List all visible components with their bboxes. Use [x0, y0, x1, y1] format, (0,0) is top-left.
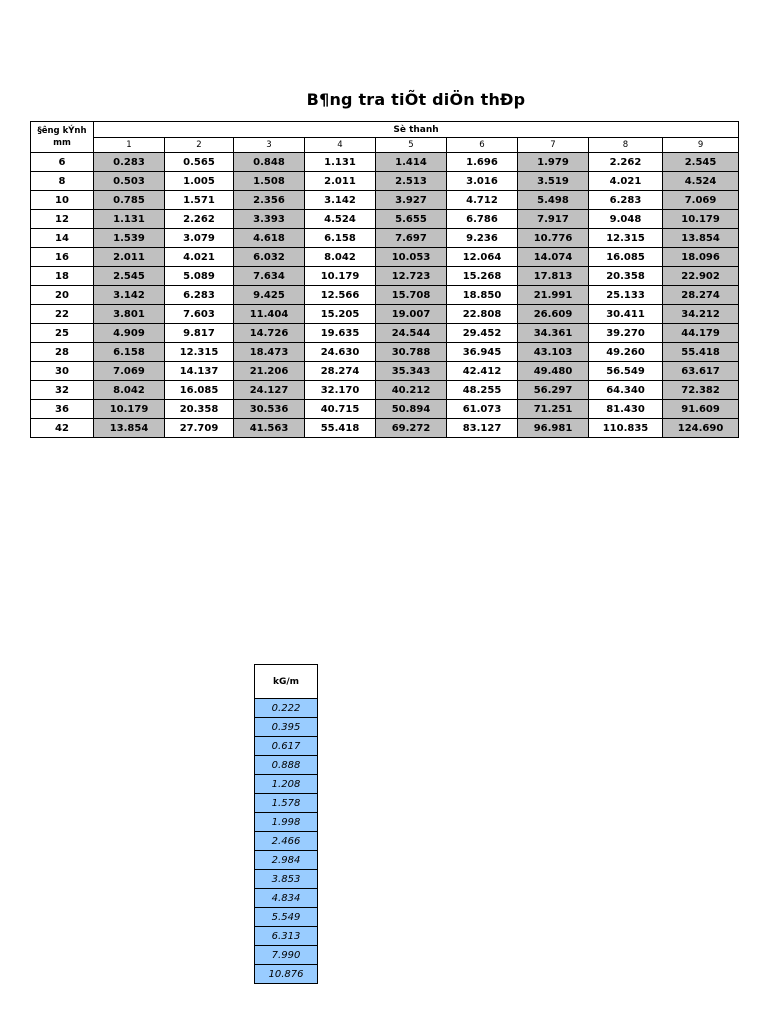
area-cell: 14.137 [165, 362, 234, 381]
area-cell: 3.519 [518, 172, 589, 191]
table-row [255, 794, 318, 813]
area-cell: 21.991 [518, 286, 589, 305]
area-cell: 8.042 [94, 381, 165, 400]
table-row [255, 756, 318, 775]
area-cell: 4.712 [447, 191, 518, 210]
area-cell: 28.274 [663, 286, 739, 305]
table-row [255, 946, 318, 965]
table-row [31, 267, 739, 286]
area-cell: 61.073 [447, 400, 518, 419]
area-cell: 30.536 [234, 400, 305, 419]
table-row [31, 172, 739, 191]
area-cell: 6.283 [589, 191, 663, 210]
area-cell: 56.549 [589, 362, 663, 381]
area-cell: 10.179 [663, 210, 739, 229]
area-cell: 6.786 [447, 210, 518, 229]
table-row [255, 737, 318, 756]
area-cell: 1.539 [94, 229, 165, 248]
area-cell: 50.894 [376, 400, 447, 419]
unit-weight-cell: 1.208 [255, 775, 318, 794]
area-cell: 0.283 [94, 153, 165, 172]
area-cell: 13.854 [94, 419, 165, 438]
bar-count-number: 5 [376, 138, 447, 153]
area-cell: 10.179 [305, 267, 376, 286]
area-cell: 22.902 [663, 267, 739, 286]
area-cell: 6.158 [94, 343, 165, 362]
table-row [255, 718, 318, 737]
unit-weight-cell: 1.998 [255, 813, 318, 832]
area-cell: 2.513 [376, 172, 447, 191]
diameter-cell: 36 [31, 400, 94, 419]
area-cell: 28.274 [305, 362, 376, 381]
area-cell: 3.079 [165, 229, 234, 248]
area-cell: 39.270 [589, 324, 663, 343]
bar-count-number: 3 [234, 138, 305, 153]
unit-weight-header: kG/m [255, 665, 318, 699]
unit-weight-cell: 1.578 [255, 794, 318, 813]
table-row [255, 870, 318, 889]
area-cell: 64.340 [589, 381, 663, 400]
area-cell: 4.021 [589, 172, 663, 191]
area-cell: 14.074 [518, 248, 589, 267]
diameter-cell: 20 [31, 286, 94, 305]
unit-weight-cell: 0.395 [255, 718, 318, 737]
area-cell: 22.808 [447, 305, 518, 324]
area-cell: 16.085 [589, 248, 663, 267]
area-cell: 5.655 [376, 210, 447, 229]
table-row [255, 908, 318, 927]
area-cell: 55.418 [663, 343, 739, 362]
diameter-cell: 30 [31, 362, 94, 381]
area-cell: 19.635 [305, 324, 376, 343]
area-cell: 6.283 [165, 286, 234, 305]
area-cell: 4.524 [305, 210, 376, 229]
unit-weight-table [254, 664, 318, 984]
area-cell: 2.545 [94, 267, 165, 286]
area-cell: 1.131 [305, 153, 376, 172]
area-cell: 19.007 [376, 305, 447, 324]
table-row [31, 400, 739, 419]
area-cell: 18.473 [234, 343, 305, 362]
area-cell: 6.158 [305, 229, 376, 248]
area-cell: 49.480 [518, 362, 589, 381]
area-cell: 18.096 [663, 248, 739, 267]
diameter-cell: 25 [31, 324, 94, 343]
table-row [31, 381, 739, 400]
table-row [31, 362, 739, 381]
area-cell: 7.634 [234, 267, 305, 286]
area-cell: 63.617 [663, 362, 739, 381]
area-cell: 25.133 [589, 286, 663, 305]
area-cell: 3.801 [94, 305, 165, 324]
area-cell: 9.817 [165, 324, 234, 343]
area-cell: 34.212 [663, 305, 739, 324]
area-cell: 91.609 [663, 400, 739, 419]
area-cell: 71.251 [518, 400, 589, 419]
diameter-cell: 28 [31, 343, 94, 362]
bar-count-number: 8 [589, 138, 663, 153]
area-cell: 40.715 [305, 400, 376, 419]
diameter-cell: 6 [31, 153, 94, 172]
bar-count-number: 1 [94, 138, 165, 153]
area-cell: 5.089 [165, 267, 234, 286]
area-cell: 72.382 [663, 381, 739, 400]
bar-count-number: 6 [447, 138, 518, 153]
area-cell: 7.069 [94, 362, 165, 381]
page-title: B¶ng tra tiÕt diÖn thÐp [306, 90, 526, 109]
table-row [31, 229, 739, 248]
area-cell: 6.032 [234, 248, 305, 267]
area-cell: 9.236 [447, 229, 518, 248]
area-cell: 3.927 [376, 191, 447, 210]
area-cell: 18.850 [447, 286, 518, 305]
unit-weight-cell: 6.313 [255, 927, 318, 946]
area-cell: 0.565 [165, 153, 234, 172]
unit-weight-body [255, 699, 318, 984]
table-row [255, 927, 318, 946]
area-cell: 2.262 [165, 210, 234, 229]
area-cell: 30.788 [376, 343, 447, 362]
area-cell: 1.696 [447, 153, 518, 172]
area-cell: 7.069 [663, 191, 739, 210]
area-cell: 34.361 [518, 324, 589, 343]
table-row [255, 775, 318, 794]
area-cell: 1.131 [94, 210, 165, 229]
area-cell: 7.603 [165, 305, 234, 324]
diameter-cell: 18 [31, 267, 94, 286]
table-row [255, 889, 318, 908]
area-cell: 124.690 [663, 419, 739, 438]
area-cell: 32.170 [305, 381, 376, 400]
area-cell: 35.343 [376, 362, 447, 381]
table-row [31, 191, 739, 210]
area-cell: 15.708 [376, 286, 447, 305]
area-cell: 55.418 [305, 419, 376, 438]
diameter-cell: 22 [31, 305, 94, 324]
area-cell: 24.544 [376, 324, 447, 343]
bar-count-number: 4 [305, 138, 376, 153]
area-cell: 3.016 [447, 172, 518, 191]
diameter-cell: 16 [31, 248, 94, 267]
table-row [31, 419, 739, 438]
area-cell: 24.127 [234, 381, 305, 400]
area-cell: 10.053 [376, 248, 447, 267]
diameter-cell: 8 [31, 172, 94, 191]
table-row [31, 343, 739, 362]
area-cell: 36.945 [447, 343, 518, 362]
unit-weight-cell: 10.876 [255, 965, 318, 984]
area-cell: 4.618 [234, 229, 305, 248]
table-row [255, 699, 318, 718]
table-row [31, 286, 739, 305]
area-cell: 83.127 [447, 419, 518, 438]
unit-weight-cell: 0.222 [255, 699, 318, 718]
area-cell: 17.813 [518, 267, 589, 286]
area-cell: 3.142 [305, 191, 376, 210]
area-cell: 11.404 [234, 305, 305, 324]
area-cell: 69.272 [376, 419, 447, 438]
unit-weight-cell: 4.834 [255, 889, 318, 908]
area-cell: 16.085 [165, 381, 234, 400]
unit-weight-cell: 5.549 [255, 908, 318, 927]
diameter-header-label: §êng kÝnh [37, 126, 87, 136]
area-cell: 48.255 [447, 381, 518, 400]
diameter-cell: 12 [31, 210, 94, 229]
area-cell: 3.142 [94, 286, 165, 305]
area-cell: 41.563 [234, 419, 305, 438]
area-cell: 1.508 [234, 172, 305, 191]
diameter-unit-label: mm [53, 138, 71, 148]
area-cell: 9.425 [234, 286, 305, 305]
area-cell: 0.785 [94, 191, 165, 210]
steel-table-body [31, 153, 739, 438]
area-cell: 21.206 [234, 362, 305, 381]
area-cell: 56.297 [518, 381, 589, 400]
area-cell: 44.179 [663, 324, 739, 343]
bar-count-number: 9 [663, 138, 739, 153]
area-cell: 4.909 [94, 324, 165, 343]
area-cell: 20.358 [165, 400, 234, 419]
bar-count-number: 7 [518, 138, 589, 153]
area-cell: 2.262 [589, 153, 663, 172]
unit-weight-cell: 2.984 [255, 851, 318, 870]
area-cell: 4.021 [165, 248, 234, 267]
table-row [31, 324, 739, 343]
unit-weight-cell: 3.853 [255, 870, 318, 889]
area-cell: 49.260 [589, 343, 663, 362]
area-cell: 10.776 [518, 229, 589, 248]
area-cell: 1.979 [518, 153, 589, 172]
area-cell: 30.411 [589, 305, 663, 324]
area-cell: 12.315 [589, 229, 663, 248]
area-cell: 15.268 [447, 267, 518, 286]
area-cell: 0.848 [234, 153, 305, 172]
unit-weight-cell: 2.466 [255, 832, 318, 851]
area-cell: 29.452 [447, 324, 518, 343]
area-cell: 9.048 [589, 210, 663, 229]
table-row [31, 153, 739, 172]
area-cell: 7.917 [518, 210, 589, 229]
area-cell: 43.103 [518, 343, 589, 362]
diameter-cell: 14 [31, 229, 94, 248]
area-cell: 1.414 [376, 153, 447, 172]
area-cell: 24.630 [305, 343, 376, 362]
area-cell: 5.498 [518, 191, 589, 210]
diameter-cell: 42 [31, 419, 94, 438]
area-cell: 1.005 [165, 172, 234, 191]
table-row [31, 248, 739, 267]
area-cell: 15.205 [305, 305, 376, 324]
table-row [31, 305, 739, 324]
unit-weight-cell: 7.990 [255, 946, 318, 965]
table-row [255, 965, 318, 984]
area-cell: 4.524 [663, 172, 739, 191]
area-cell: 110.835 [589, 419, 663, 438]
area-cell: 12.064 [447, 248, 518, 267]
area-cell: 12.566 [305, 286, 376, 305]
table-row [31, 210, 739, 229]
area-cell: 42.412 [447, 362, 518, 381]
area-cell: 96.981 [518, 419, 589, 438]
area-cell: 26.609 [518, 305, 589, 324]
area-cell: 2.011 [305, 172, 376, 191]
area-cell: 8.042 [305, 248, 376, 267]
area-cell: 7.697 [376, 229, 447, 248]
area-cell: 2.545 [663, 153, 739, 172]
area-cell: 12.723 [376, 267, 447, 286]
area-cell: 40.212 [376, 381, 447, 400]
table-row [255, 851, 318, 870]
area-cell: 12.315 [165, 343, 234, 362]
bar-count-number-row [31, 138, 739, 153]
table-row [255, 832, 318, 851]
area-cell: 3.393 [234, 210, 305, 229]
area-cell: 10.179 [94, 400, 165, 419]
steel-area-table [30, 121, 739, 438]
bar-count-number: 2 [165, 138, 234, 153]
diameter-cell: 10 [31, 191, 94, 210]
area-cell: 14.726 [234, 324, 305, 343]
area-cell: 27.709 [165, 419, 234, 438]
area-cell: 2.011 [94, 248, 165, 267]
bar-count-header: Sè thanh [94, 122, 739, 138]
unit-weight-cell: 0.617 [255, 737, 318, 756]
unit-weight-cell: 0.888 [255, 756, 318, 775]
area-cell: 1.571 [165, 191, 234, 210]
area-cell: 2.356 [234, 191, 305, 210]
diameter-cell: 32 [31, 381, 94, 400]
area-cell: 0.503 [94, 172, 165, 191]
table-row [255, 813, 318, 832]
diameter-header-cell [31, 122, 94, 153]
area-cell: 81.430 [589, 400, 663, 419]
area-cell: 20.358 [589, 267, 663, 286]
area-cell: 13.854 [663, 229, 739, 248]
